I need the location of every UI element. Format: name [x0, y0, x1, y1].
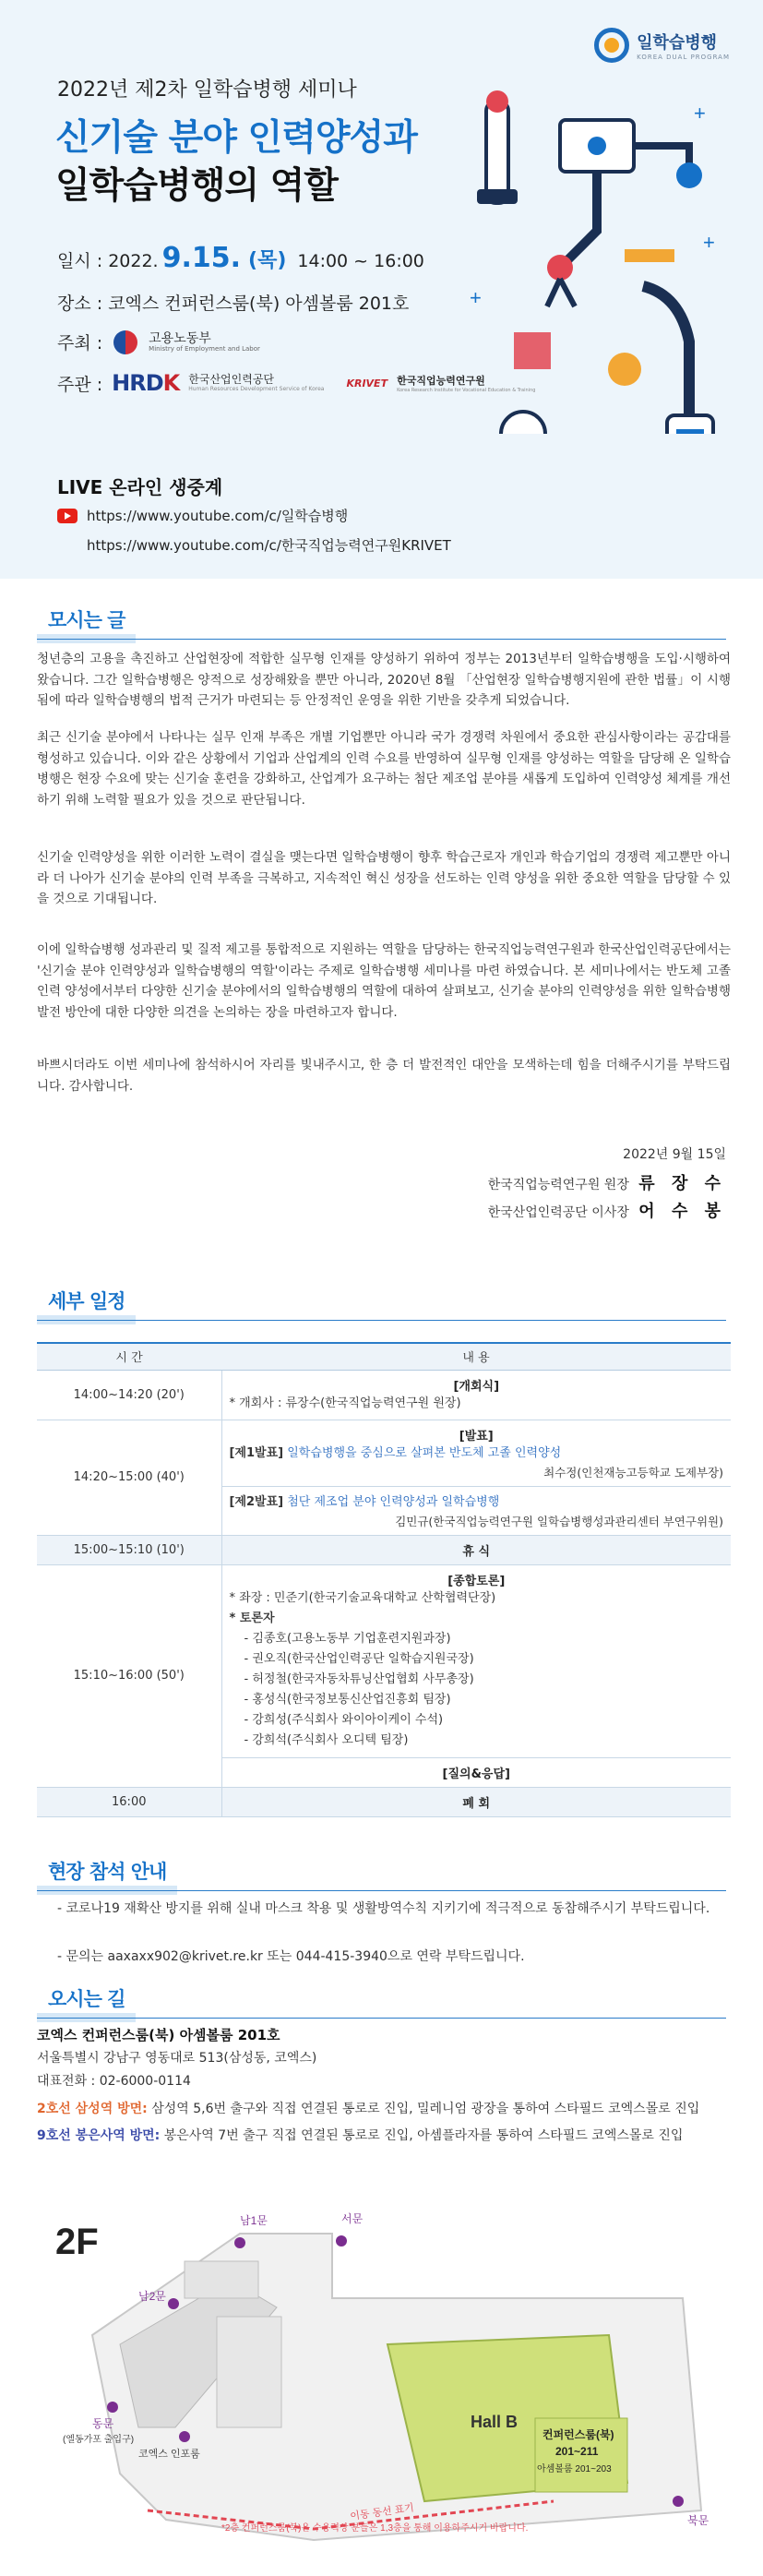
youtube-icon: [57, 509, 77, 523]
krivet-logo: KRIVET: [346, 377, 388, 389]
host-sub: Ministry of Employment and Labor: [149, 344, 260, 353]
directions-title: 오시는 길: [37, 1990, 136, 2022]
invitation-paragraph-4: 이에 일학습병행 성과관리 및 질적 제고를 통합적으로 지원하는 역할을 담당하는 한국직업능력연구원과 한국산업인력공단에서는 '신기술 분야 인력양성과 일학습병행의 역할'이라는 주제로 일학습병행 세미나를 마련 하였습니다. 본 세미나에서는 반도체 고졸 인력 양성에서부터 다양한 신기술 분야에서의 일학습병행의 역할에 대하여 살펴보고, 신기술 분야의 인력양성을 위한 일학습병행 발전 방안에 대한 다양한 의견을 논의하는 장을 마련하고자 합니다.: [37, 942, 731, 1021]
svg-text:+: +: [470, 286, 482, 309]
hrdk-logo: HRDK: [112, 370, 180, 396]
conference-room-note: 아셈볼룸 201~203: [537, 2464, 612, 2474]
event-host: [57, 329, 260, 354]
seminar-subtitle: 2022년 제2차 일학습병행 세미나: [57, 78, 357, 102]
svg-text:+: +: [694, 102, 706, 125]
row-content: [개회식] * 개회사 : 류장수(한국직업능력연구원 원장): [221, 1370, 731, 1420]
map-footnote: *2층 컨퍼런스룸(북)은 수용력상 분들은 1,3층을 통해 이용하주시기 바랍니다.: [221, 2523, 529, 2534]
organizer-label: 주관 :: [57, 374, 103, 395]
dual-program-logo-icon: [594, 28, 629, 63]
row-time: 14:00~14:20 (20'): [37, 1370, 221, 1420]
schedule-title: 세부 일정: [37, 1292, 136, 1324]
row-content: [발표] [제1발표] 일학습병행을 중심으로 살펴본 반도체 고졸 인력양성 최수정(인천재능고등학교 도제부장) [제2발표] 첨단 제조업 분야 인력양성과 일학습병행 김민규(한국직업능력연구원 일학습병행성과관리센터 부연구위원): [221, 1420, 731, 1535]
event-date: [57, 242, 424, 274]
south2-gate-label: 남2문: [138, 2290, 166, 2303]
directions-address: 서울특별시 강남구 영동대로 513(삼성동, 코엑스): [37, 2051, 317, 2067]
row-content: 폐 회: [221, 1787, 731, 1816]
directions-line9: [37, 2125, 731, 2148]
krivet-name: 한국직업능력연구원: [397, 375, 485, 387]
row-content: 휴 식: [221, 1535, 731, 1564]
invitation-paragraph-2: 최근 신기술 분야에서 나타나는 실무 인재 부족은 개별 기업뿐만 아니라 국가 경쟁력 차원에서 중요한 관심사항이라는 공감대를 형성하고 있습니다. 이와 같은 상황에서 기업과 산업계의 인력 수요를 반영하여 실무형 인재를 양성하는 역할을 담당해 온 일학습병행은 현장 수요에 맞는 신기술 훈련을 강화하고, 산업계가 요구하는 첨단 제조업 분야를 새롭게 도입하여 인력양성 체계를 개선하기 위해 노력할 필요가 있을 것으로 판단됩니다.: [37, 730, 731, 809]
row-time: 16:00: [37, 1787, 221, 1816]
invitation-paragraph-5: 바쁘시더라도 이번 세미나에 참석하시어 자리를 빛내주시고, 한 층 더 발전적인 대안을 모색하는데 힘을 더해주시기를 부탁드립니다. 감사합니다.: [37, 1058, 731, 1094]
event-venue: 장소 : 코엑스 컨퍼런스룸(북) 아셈볼룸 201호: [57, 294, 410, 314]
coex-floor-map: [37, 2197, 731, 2558]
table-header-row: [37, 1343, 731, 1370]
table-row: [37, 1564, 731, 1787]
col-time-header: 시 간: [37, 1343, 221, 1370]
table-row: [37, 1787, 731, 1816]
conference-room-number: 201~211: [555, 2445, 599, 2458]
hero-banner: [0, 0, 763, 434]
svg-text:+: +: [703, 231, 715, 254]
directions-phone: 대표전화 : 02-6000-0114: [37, 2073, 191, 2089]
krivet-sub: Korea Research Institute for Vocational Education & Training: [397, 388, 536, 393]
west-gate-label: 서문: [341, 2212, 364, 2225]
invitation-title: 모시는 글: [37, 611, 136, 643]
directions-info: [37, 2023, 731, 2147]
date-time: 14:00 ~ 16:00: [297, 251, 424, 271]
schedule-table: [37, 1342, 731, 1817]
east-gate-sublabel: (엘동가포 출입구): [63, 2435, 135, 2445]
invitation-date: 2022년 9월 15일: [623, 1147, 726, 1162]
seminar-title-line1: 신기술 분야 인력양성과: [55, 117, 417, 159]
signature-2-org: 한국산업인력공단 이사장: [487, 1205, 629, 1220]
invitation-paragraph-3: 신기술 인력양성을 위한 이러한 노력이 결실을 맺는다면 일학습병행이 향후 학습근로자 개인과 학습기업의 경쟁력 제고뿐만 아니라 더 나아가 신기술 분야의 인력 부족을 극복하고, 지속적인 혁신 성장을 선도하는 인력 양성을 위한 중요한 역할을 담당할 수 있을 것으로 기대됩니다.: [37, 850, 731, 907]
notice-item-2: - 문의는 aaxaxx902@krivet.re.kr 또는 044-415-3940으로 연락 부탁드립니다.: [57, 1949, 525, 1964]
host-label: 주최 :: [57, 333, 103, 353]
coex-info-label: 코엑스 인포룸: [138, 2449, 200, 2460]
date-day: (목): [248, 249, 287, 272]
signature-2: [488, 1198, 726, 1222]
signature-2-name: 어 수 봉: [638, 1202, 726, 1221]
conference-room-label: 컨퍼런스룸(북): [542, 2428, 614, 2441]
notice-title: 현장 참석 안내: [37, 1863, 177, 1895]
col-content-header: 내 용: [221, 1343, 731, 1370]
signature-1-name: 류 장 수: [638, 1174, 726, 1193]
east-gate-label: 동문: [92, 2417, 114, 2430]
youtube-url-2[interactable]: https://www.youtube.com/c/한국직업능력연구원KRIVET: [87, 537, 451, 554]
presentation-2-topic: 첨단 제조업 분야 인력양성과 일학습병행: [287, 1494, 500, 1509]
live-stream-title: LIVE 온라인 생중계: [57, 476, 223, 498]
youtube-link-2[interactable]: [87, 535, 451, 555]
route-label: 이동 동선 표기: [349, 2502, 415, 2522]
hrdk-sub: Human Resources Development Service of Korea: [188, 386, 325, 393]
row-time: 15:10~16:00 (50'): [37, 1564, 221, 1787]
table-row: [37, 1535, 731, 1564]
north-gate-label: 북문: [687, 2514, 709, 2527]
notice-item-1: - 코로나19 재확산 방지를 위해 실내 마스크 착용 및 생활방역수칙 지키기에 적극적으로 동참해주시기 부탁드립니다.: [57, 1901, 710, 1916]
signature-1: [488, 1170, 726, 1194]
presentation-1-topic: 일학습병행을 중심으로 살펴본 반도체 고졸 인력양성: [287, 1445, 562, 1460]
table-row: [37, 1370, 731, 1420]
section-divider: [37, 639, 726, 640]
section-divider: [37, 2018, 726, 2019]
row-time: 14:20~15:00 (40'): [37, 1420, 221, 1535]
signature-1-org: 한국직업능력연구원 원장: [487, 1178, 629, 1192]
floor-label: 2F: [55, 2222, 99, 2262]
line9-label: 9호선 봉은사역 방면:: [37, 2127, 161, 2143]
date-label: 일시 : 2022.: [57, 251, 159, 271]
line9-text: 봉은사역 7번 출구 직접 연결된 통로로 진입, 아셈플라자를 통하여 스타필드 코엑스몰로 진입: [163, 2127, 684, 2143]
host-name: 고용노동부: [149, 330, 211, 346]
invitation-paragraph-1: 청년층의 고용을 촉진하고 산업현장에 적합한 실무형 인재를 양성하기 위하여 정부는 2013년부터 일학습병행을 도입·시행하여 왔습니다. 그간 일학습병행은 양적으로 성장해왔을 뿐만 아니라, 2020년 8월 「산업현장 일학습병행지원에 관한 법률」이 시행됨에 따라 일학습병행의 법적 근거가 마련되는 등 안정적인 운영을 위한 기반을 갖추게 되었습니다.: [37, 652, 731, 709]
directions-line2: [37, 2098, 731, 2121]
section-divider: [37, 1890, 726, 1891]
row-content: [종합토론] * 좌장 : 민준기(한국기술교육대학교 산학협력단장) * 토론자 - 김종호(고용노동부 기업훈련지원과장) - 권오직(한국산업인력공단 일학습지원국장) - 허정철(한국자동차튜닝산업협회 사무총장) - 홍성식(한국정보통신산업진흥회 팀장) - 강희성(주식회사 와이아이케이 수석) - 강희석(주식회사 오디텍 팀장) [질의&응답]: [221, 1564, 731, 1787]
logo-text: 일학습병행: [637, 33, 718, 53]
seminar-title-line2: 일학습병행의 역할: [55, 165, 338, 207]
hall-b-label: Hall B: [471, 2413, 519, 2431]
government-emblem-icon: [113, 330, 137, 354]
logo-subtext: KOREA DUAL PROGRAM: [637, 54, 730, 61]
south1-gate-label: 남1문: [240, 2214, 268, 2227]
hrdk-name: 한국산업인력공단: [188, 372, 275, 386]
dual-program-logo: [594, 28, 730, 63]
section-divider: [37, 1320, 726, 1321]
youtube-link-1[interactable]: [57, 506, 348, 525]
row-time: 15:00~15:10 (10'): [37, 1535, 221, 1564]
robot-arm-illustration: [459, 65, 735, 434]
line2-text: 삼성역 5,6번 출구와 직접 연결된 통로로 진입, 밀레니엄 광장을 통하여 스타필드 코엑스몰로 진입: [151, 2102, 700, 2117]
date-highlight: 9.15.: [161, 242, 242, 274]
table-row: [37, 1420, 731, 1535]
directions-place: 코엑스 컨퍼런스룸(북) 아셈볼룸 201호: [37, 2027, 280, 2043]
youtube-url-1[interactable]: https://www.youtube.com/c/일학습병행: [87, 508, 349, 524]
line2-label: 2호선 삼성역 방면:: [37, 2102, 148, 2117]
